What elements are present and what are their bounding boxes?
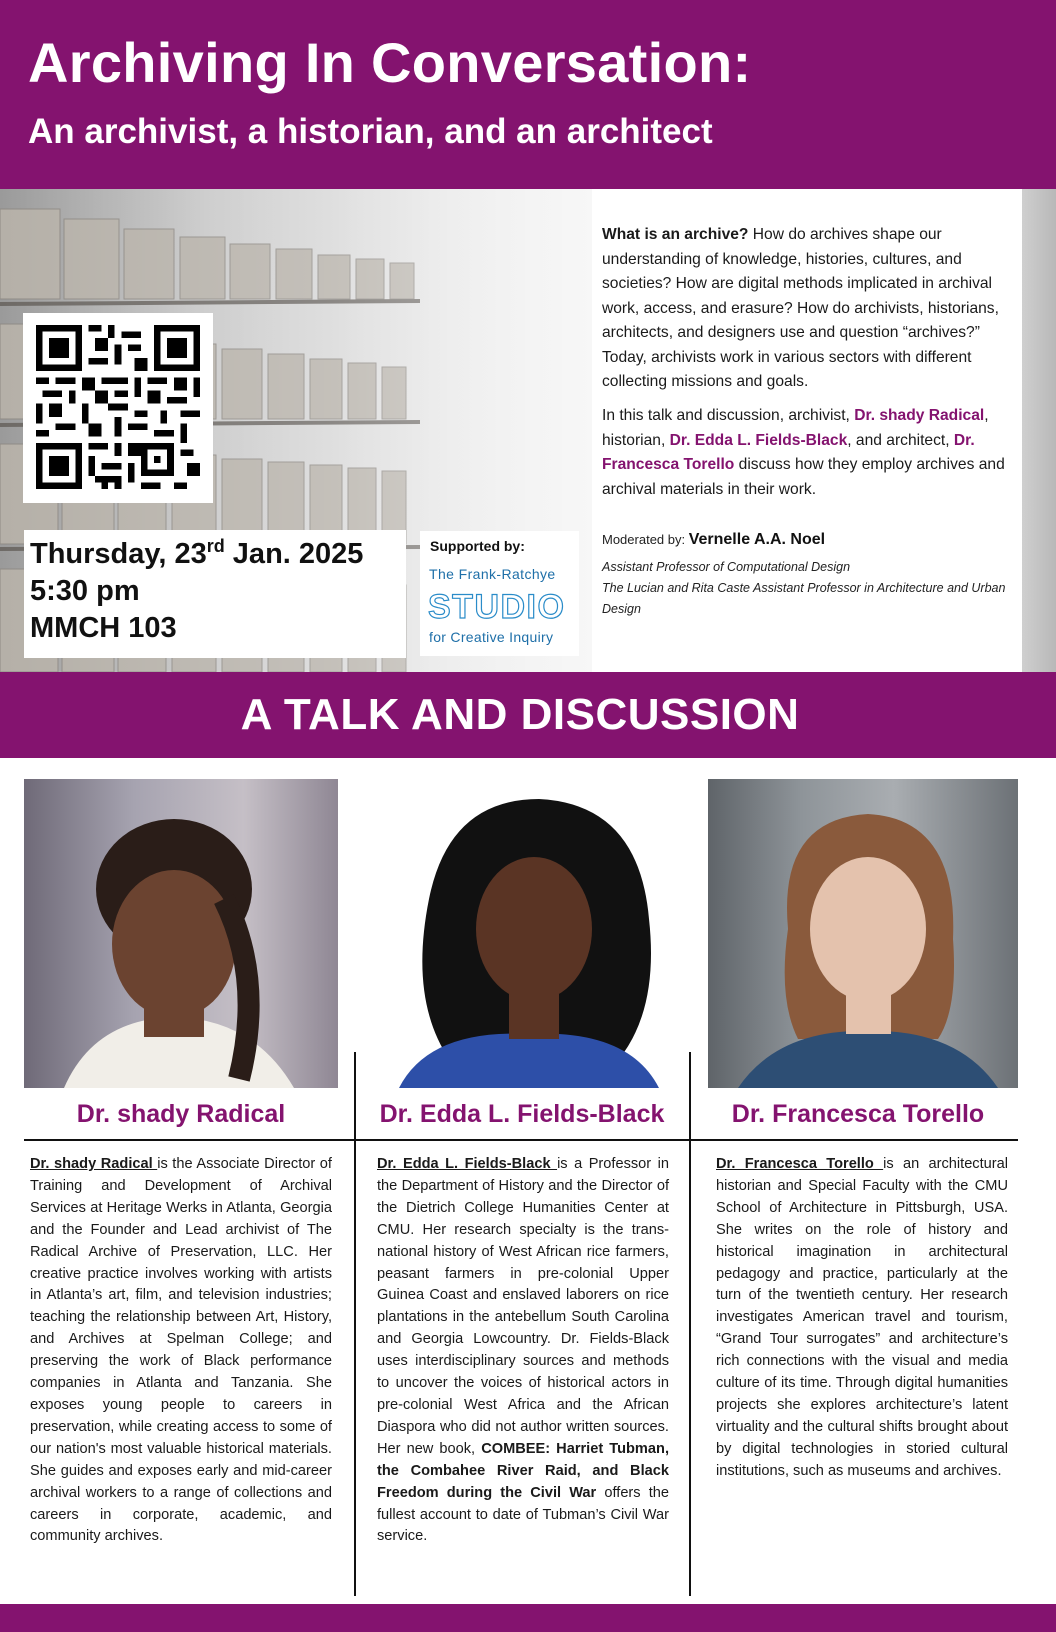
speaker-bio-1: Dr. shady Radical is the Associate Director of Training and Development of Archival Services at Heritage Werks in Atlanta, Georgia and the Founder and Lead archivist of The Radical Archive of Preservation, LLC. Her creative practice involves working with artists in Atlanta’s art, film, and television industries; teaching the relationship between Art, History, and Archives at Spelman College; and preserving the work of Black performance companies in Atlanta and Tanzania. She exposes young people to careers in preservation, while creating access to some of our nation's most valuable historical materials. She guides and exposes early and mid-career archival workers to a range of collections and careers in corporate, academic, and community archives. (30, 1156, 332, 1545)
speaker-bio-3: Dr. Francesca Torello is an architectural historian and Special Faculty with the CMU School of Architecture in Pittsburgh, USA. She writes on the role of history and historical imagination in architectural pedagogy and practice, particularly at the turn of the twentieth century. Her research investigates American travel and tourism, “Grand Tour surrogates” and architecture’s rich connections with the visual and media culture of its time. Through digital humanities projects she explores architecture’s latent virtuality and the cultural shifts brought about by digital technologies in storied cultural institutions, such as museums and archives. (716, 1156, 1008, 1479)
portrait-icon (369, 779, 686, 1088)
moderator-title-2: The Lucian and Rita Caste Assistant Professor in Architecture and Urban Design (602, 581, 1006, 616)
sponsor-logo-line1: The Frank-Ratchye (429, 566, 556, 582)
moderator-line: Moderated by: Vernelle A.A. Noel (602, 531, 826, 548)
event-time: 5:30 pm (30, 575, 140, 607)
description-paragraph-2: In this talk and discussion, archivist, Dr. shady Radical, historian, Dr. Edda L. Fields-Black, and architect, Dr. Francesca Torello discuss how they employ archives and archival materials in their work. (602, 407, 1005, 498)
hero-right-edge (1022, 189, 1056, 672)
page-title: Archiving In Conversation: (28, 31, 752, 94)
sponsor-logo-studio: STUDIO (428, 588, 566, 626)
qr-code-icon (36, 325, 200, 489)
qr-code[interactable] (23, 313, 213, 503)
speaker-bio-2: Dr. Edda L. Fields-Black is a Professor in the Department of History and the Director of the Dietrich College Humanities Center at CMU. Her research specialty is the trans-national history of West African rice farmers, peasant farmers in pre-colonial Upper Guinea Coast and enslaved laborers on rice plantations in the antebellum South Carolina and Georgia Lowcountry. Dr. Fields-Black uses interdisciplinary sources and methods to uncover the voices of historical actors in pre-colonial West Africa and the African Diaspora who did not author written sources. Her new book, COMBEE: Harriet Tubman, the Combahee River Raid, and Black Freedom during the Civil War offers the fullest account to date of Tubman’s Civil War service. (377, 1156, 669, 1545)
event-details (24, 530, 406, 658)
column-divider-1 (354, 1052, 356, 1596)
portrait-icon (24, 779, 338, 1088)
speaker-name-3: Dr. Francesca Torello (731, 1100, 985, 1128)
speaker-name-2: Dr. Edda L. Fields-Black (379, 1100, 665, 1128)
description-paragraph-1: What is an archive? How do archives shape our understanding of knowledge, histories, cultures, and societies? How are digital methods implicated in archival work, access, and erasure? How do archivists, historians, architects, and designers use and question “archives?” Today, archivists work in various sectors with different collecting missions and goals. (602, 226, 999, 390)
portrait-icon (708, 779, 1018, 1088)
page-subtitle: An archivist, a historian, and an architect (28, 112, 713, 151)
sponsor-label: Supported by: (430, 538, 525, 554)
event-date: Thursday, 23rd Jan. 2025 (30, 536, 364, 570)
moderator-title-1: Assistant Professor of Computational Design (602, 560, 851, 574)
event-location: MMCH 103 (30, 612, 177, 644)
header-banner (0, 0, 1056, 189)
speaker-photo-3 (708, 779, 1018, 1088)
section-band (0, 672, 1056, 758)
footer-bar (0, 1604, 1056, 1632)
name-rule (24, 1139, 1018, 1141)
sponsor-box (420, 531, 579, 656)
section-band-title: A TALK AND DISCUSSION (240, 690, 800, 739)
speaker-photo-2 (369, 779, 686, 1088)
sponsor-logo-line3: for Creative Inquiry (429, 629, 554, 645)
speaker-photo-1 (24, 779, 338, 1088)
speaker-name-1: Dr. shady Radical (76, 1100, 286, 1128)
description-panel (592, 189, 1022, 672)
column-divider-2 (689, 1052, 691, 1596)
